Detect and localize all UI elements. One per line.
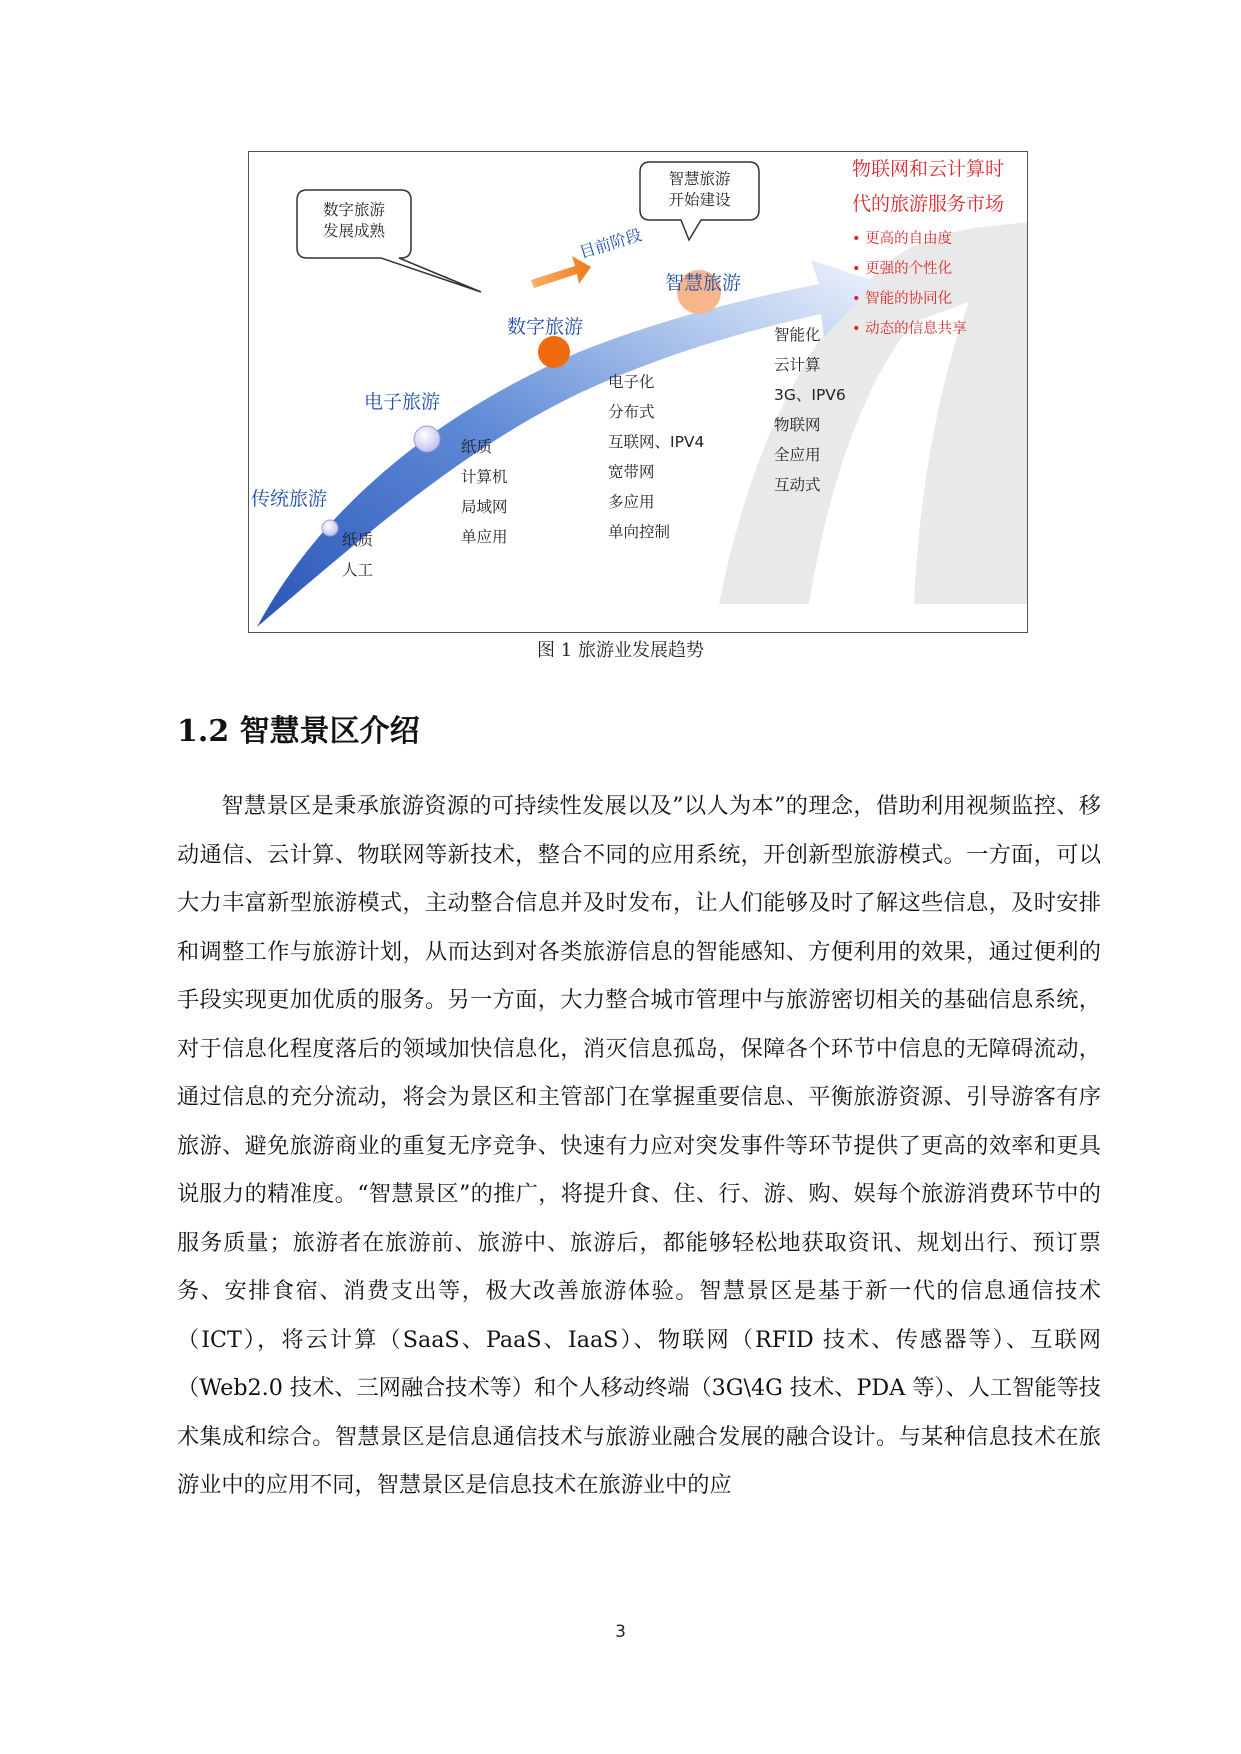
tourism-trend-figure xyxy=(248,151,1028,633)
market-panel xyxy=(852,152,1004,344)
market-title-line1: 物联网和云计算时 xyxy=(852,158,1005,180)
market-title-line2: 代的旅游服务市场 xyxy=(852,193,1005,215)
feature-item: 全应用 xyxy=(774,446,821,464)
features-traditional xyxy=(342,525,373,585)
bubble-digital-mature-text xyxy=(301,200,407,242)
feature-item: 互联网、IPV4 xyxy=(608,433,705,451)
stage-label-smart: 智慧旅游 xyxy=(665,272,742,294)
figure-caption: 图 1 旅游业发展趋势 xyxy=(537,640,704,661)
feature-item: 3G、IPV6 xyxy=(774,386,846,404)
feature-item: 单向控制 xyxy=(608,523,671,541)
stage-dot-electronic xyxy=(414,426,440,452)
feature-item: 电子化 xyxy=(608,373,655,391)
feature-item: 智能化 xyxy=(774,326,821,344)
feature-item: 互动式 xyxy=(774,476,821,494)
stage-label-digital: 数字旅游 xyxy=(507,316,584,338)
bubble-smart-start-line2: 开始建设 xyxy=(668,191,731,209)
bubble-digital-mature-line1: 数字旅游 xyxy=(322,201,385,219)
bubble-smart-start-text xyxy=(643,169,756,211)
stage-dot-traditional xyxy=(322,520,338,536)
current-stage-label: 目前阶段 xyxy=(577,225,644,263)
feature-item: 局域网 xyxy=(461,498,508,516)
feature-item: 单应用 xyxy=(461,528,508,546)
feature-item: 人工 xyxy=(342,561,374,579)
features-digital xyxy=(608,367,704,547)
body-text xyxy=(177,782,1101,1510)
stage-dot-digital xyxy=(538,336,570,368)
market-item: • 动态的信息共享 xyxy=(852,321,967,337)
feature-item: 分布式 xyxy=(608,403,655,421)
feature-item: 计算机 xyxy=(461,468,508,486)
stage-label-traditional: 传统旅游 xyxy=(251,488,328,510)
bubble-digital-mature-line2: 发展成熟 xyxy=(322,222,385,240)
feature-item: 云计算 xyxy=(774,356,821,374)
feature-item: 纸质 xyxy=(342,531,374,549)
feature-item: 物联网 xyxy=(774,416,821,434)
bubble-smart-start-line1: 智慧旅游 xyxy=(668,170,731,188)
market-item: • 智能的协同化 xyxy=(852,291,953,307)
feature-item: 纸质 xyxy=(461,438,493,456)
market-item: • 更高的自由度 xyxy=(852,231,953,247)
page-number: 3 xyxy=(615,1622,626,1642)
market-item: • 更强的个性化 xyxy=(852,261,953,277)
section-heading: 1.2 智慧景区介绍 xyxy=(177,714,420,749)
features-smart xyxy=(774,320,846,500)
feature-item: 宽带网 xyxy=(608,463,655,481)
body-paragraph: 智慧景区是秉承旅游资源的可持续性发展以及”以人为本”的理念，借助利用视频监控、移动通信、云计算、物联网等新技术，整合不同的应用系统，开创新型旅游模式。一方面，可以大力丰富新型旅游模式，主动整合信息并及时发布，让人们能够及时了解这些信息，及时安排和调整工作与旅游计划，从而达到对各类旅游信息的智能感知、方便利用的效果，通过便利的手段实现更加优质的服务。另一方面，大力整合城市管理中与旅游密切相关的基础信息系统，对于信息化程度落后的领域加快信息化，消灭信息孤岛，保障各个环节中信息的无障碍流动，通过信息的充分流动，将会为景区和主管部门在掌握重要信息、平衡旅游资源、引导游客有序旅游、避免旅游商业的重复无序竞争、快速有力应对突发事件等环节提供了更高的效率和更具说服力的精准度。“智慧景区”的推广，将提升食、住、行、游、购、娱每个旅游消费环节中的服务质量；旅游者在旅游前、旅游中、旅游后，都能够轻松地获取资讯、规划出行、预订票务、安排食宿、消费支出等，极大改善旅游体验。智慧景区是基于新一代的信息通信技术（ICT），将云计算（SaaS、PaaS、IaaS）、物联网（RFID 技术、传感器等）、互联网（Web2.0 技术、三网融合技术等）和个人移动终端（3G\4G 技术、PDA 等）、人工智能等技术集成和综合。智慧景区是信息通信技术与旅游业融合发展的融合设计。与某种信息技术在旅游业中的应用不同，智慧景区是信息技术在旅游业中的应 xyxy=(177,793,1101,1498)
features-electronic xyxy=(461,432,508,552)
feature-item: 多应用 xyxy=(608,493,655,511)
stage-label-electronic: 电子旅游 xyxy=(364,391,441,413)
